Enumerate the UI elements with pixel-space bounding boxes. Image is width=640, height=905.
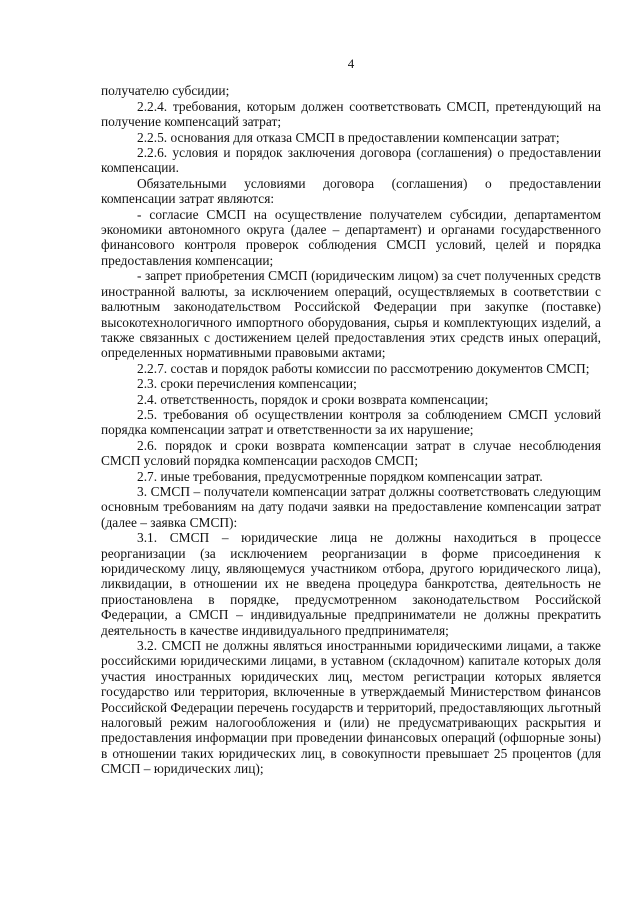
document-body — [101, 83, 601, 776]
paragraph: 3. СМСП – получатели компенсации затрат должны соответствовать следующим основным требованиям на дату подачи заявки на предоставление компенсации затрат (далее – заявка СМСП): — [101, 483, 601, 530]
page-number: 4 — [347, 56, 355, 71]
paragraph: 2.6. порядок и сроки возврата компенсации затрат в случае несоблюдения СМСП условий порядка компенсации расходов СМСП; — [101, 437, 601, 469]
paragraph: Обязательными условиями договора (соглашения) о предоставлении компенсации затрат являются: — [101, 175, 601, 207]
paragraph: 2.2.6. условия и порядок заключения договора (соглашения) о предоставлении компенсации. — [101, 145, 601, 176]
paragraph: 2.5. требования об осуществлении контроля за соблюдением СМСП условий порядка компенсации затрат и ответственности за их нарушение; — [101, 406, 601, 438]
paragraph: 2.2.4. требования, которым должен соответствовать СМСП, претендующий на получение компенсаций затрат; — [101, 98, 601, 130]
document-page — [101, 56, 601, 777]
paragraph: 2.7. иные требования, предусмотренные порядком компенсации затрат. — [137, 468, 543, 484]
paragraph: - согласие СМСП на осуществление получателем субсидии, департаментом экономики автономного округа (далее – департамент) и органами государственного финансового контроля проверок соблюдения СМСП условий, целей и порядка предоставления компенсации; — [101, 206, 601, 268]
paragraph: 2.2.5. основания для отказа СМСП в предоставлении компенсации затрат; — [137, 129, 560, 145]
paragraph: 2.2.7. состав и порядок работы комиссии по рассмотрению документов СМСП; — [137, 360, 590, 376]
paragraph: 2.3. сроки перечисления компенсации; — [137, 376, 357, 392]
paragraph: 3.2. СМСП не должны являться иностранными юридическими лицами, а также российскими юридическими лицами, в уставном (складочном) капитале которых доля участия иностранных юридических лиц, местом регистрации которых является государство или территория, включенные в утверждаемый Министерством финансов Российской Федерации перечень государств и территорий, предоставляющих льготный налоговый режим налогообложения и (или) не предусматривающих раскрытия и предоставления информации при проведении финансовых операций (офшорные зоны) в отношении таких юридических лиц, в совокупности превышает 25 процентов (для СМСП – юридических лиц); — [101, 638, 601, 777]
paragraph: 2.4. ответственность, порядок и сроки возврата компенсации; — [137, 391, 489, 407]
paragraph: получателю субсидии; — [101, 83, 230, 99]
paragraph: - запрет приобретения СМСП (юридическим лицом) за счет полученных средств иностранной валюты, за исключением операций, осуществляемых в соответствии с валютным законодательством Российской Федерации при закупке (поставке) высокотехнологичного импортного оборудования, сырья и комплектующих изделий, а также связанных с достижением целей предоставления этих средств иных операций, определенных нормативными правовыми актами; — [101, 268, 601, 361]
paragraph: 3.1. СМСП – юридические лица не должны находиться в процессе реорганизации (за исключением реорганизации в форме присоединения к юридическому лицу, являющемуся участником отбора, другого юридического лица), ликвидации, в отношении их не введена процедура банкротства, деятельность не приостановлена в порядке, предусмотренном законодательством Российской Федерации, а СМСП – индивидуальные предприниматели не должны прекратить деятельность в качестве индивидуального предпринимателя; — [101, 530, 601, 638]
